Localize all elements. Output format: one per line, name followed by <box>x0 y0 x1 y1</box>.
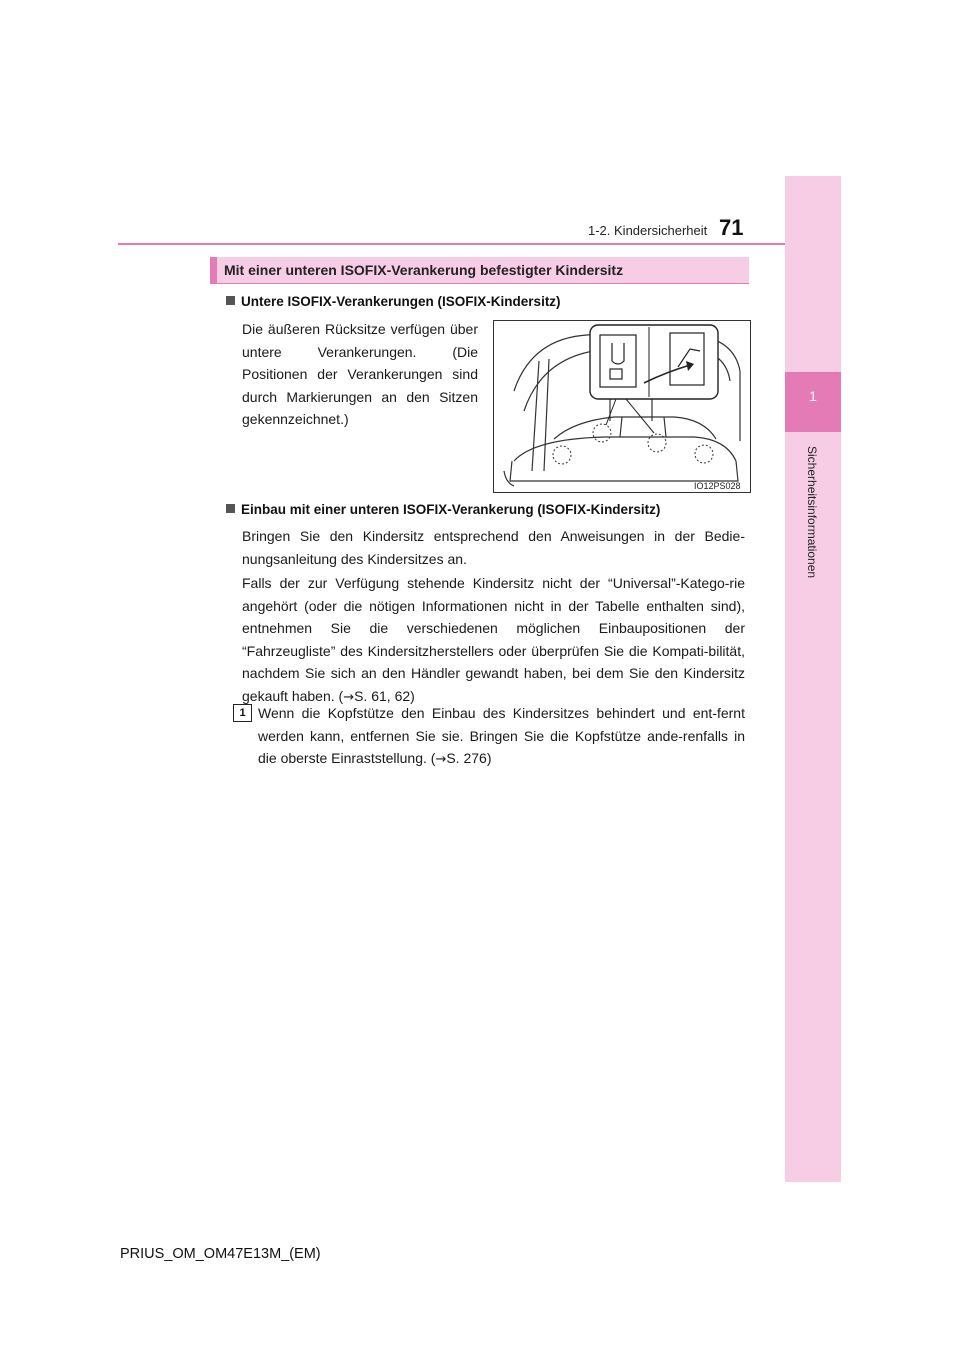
side-tab <box>785 176 841 1182</box>
subheading-anchors-text: Untere ISOFIX-Verankerungen (ISOFIX-Kindersitz) <box>241 294 561 309</box>
square-bullet-icon <box>226 504 235 513</box>
installation-paragraph-2-text: Falls der zur Verfügung stehende Kindersitz nicht der “Universal”-Katego-rie angehört (oder die nötigen Informationen nicht in der Tabelle enthalten sind), entnehmen Sie die verschiedenen möglichen Einbaupositionen der “Fahrzeugliste” des Kindersitzherstellers oder überprüfen Sie die Kompati-bilität, nachdem Sie sich an den Händler gewandt haben, bei dem Sie den Kindersitz gekauft haben. ( <box>242 575 745 704</box>
side-tab-label: Sicherheitsinformationen <box>805 446 819 579</box>
side-tab-number: 1 <box>809 388 817 404</box>
figure-code: IO12PS028 <box>694 481 741 491</box>
reference-arrow-icon: → <box>343 689 355 705</box>
page-number: 71 <box>719 215 744 240</box>
installation-paragraph-1: Bringen Sie den Kindersitz entsprechend den Anweisungen in der Bedie-nungsanleitung des Kindersitzes an. <box>242 528 745 567</box>
page-reference-link[interactable]: S. 276) <box>446 750 492 766</box>
section-header: 1-2. Kindersicherheit <box>588 223 708 238</box>
step-1-body: Wenn die Kopfstütze den Einbau des Kindersitzes behindert und ent-fernt werden kann, entfernen Sie sie. Bringen Sie die Kopfstütze ande-renfalls in die oberste Einraststellung. ( <box>258 705 745 766</box>
reference-arrow-icon: → <box>435 752 447 767</box>
rear-seat-drawing <box>494 321 750 492</box>
header-rule <box>118 243 785 245</box>
subheading-installation-text: Einbau mit einer unteren ISOFIX-Verankerung (ISOFIX-Kindersitz) <box>241 502 661 517</box>
installation-paragraph-2 <box>242 572 745 709</box>
subheading-anchors <box>226 294 561 309</box>
square-bullet-icon <box>226 296 235 305</box>
title-bar-text: Mit einer unteren ISOFIX-Verankerung befestigter Kindersitz <box>224 262 624 278</box>
document-footer-code: PRIUS_OM_OM47E13M_(EM) <box>120 1246 321 1262</box>
title-bar <box>210 257 749 284</box>
step-number-box: 1 <box>233 704 252 722</box>
step-1-text <box>258 702 745 772</box>
rear-seat-illustration <box>493 320 751 493</box>
anchors-description: Die äußeren Rücksitze verfügen über untere Verankerungen. (Die Positionen der Verankerungen sind durch Markierungen an den Sitzen gekennzeichnet.) <box>242 321 478 427</box>
side-tab-label-wrapper <box>797 446 827 646</box>
page-reference-link[interactable]: S. 61, 62) <box>354 687 415 704</box>
subheading-installation <box>226 502 660 517</box>
